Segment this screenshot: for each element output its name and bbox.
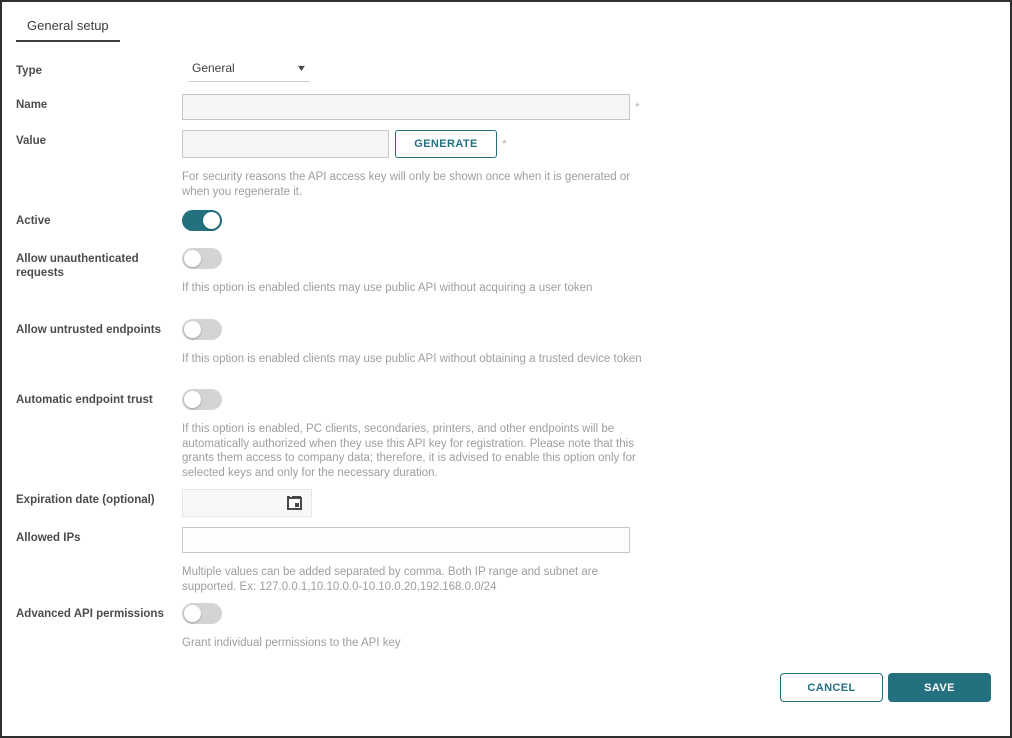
value-label: Value xyxy=(16,135,47,147)
active-toggle[interactable] xyxy=(182,210,222,231)
api-key-form xyxy=(2,57,1010,651)
form-row-type xyxy=(16,57,1010,82)
value-input[interactable] xyxy=(182,130,389,158)
expiration-date-input[interactable] xyxy=(182,489,312,517)
form-row-auto-trust xyxy=(16,386,1010,480)
form-row-expiration xyxy=(16,489,1010,517)
allow-untrusted-label: Allow untrusted endpoints xyxy=(16,323,162,336)
tab-bar xyxy=(2,2,1010,42)
form-row-advanced-permissions xyxy=(16,600,1010,651)
cancel-button[interactable]: CANCEL xyxy=(780,673,883,702)
save-button[interactable]: SAVE xyxy=(888,673,991,702)
type-select-value: General xyxy=(192,61,235,75)
allow-untrusted-toggle[interactable] xyxy=(182,319,222,340)
allowed-ips-help-text: Multiple values can be added separated by comma. Both IP range and subnet are supported. Ex: 127.0.0.1,10.10.0.0-10.10.0.20,192.168.0.0/24 xyxy=(182,566,598,593)
type-select[interactable] xyxy=(188,57,310,82)
type-label: Type xyxy=(16,65,42,77)
advanced-permissions-help-text: Grant individual permissions to the API key xyxy=(182,637,401,649)
allow-unauthenticated-label: Allow unauthenticated requests xyxy=(16,253,139,279)
form-row-allowed-ips xyxy=(16,527,1010,594)
footer-actions xyxy=(780,673,991,702)
allow-unauthenticated-help-text: If this option is enabled clients may use public API without acquiring a user token xyxy=(182,282,593,294)
allow-unauthenticated-toggle[interactable] xyxy=(182,248,222,269)
allowed-ips-input[interactable] xyxy=(182,527,630,553)
required-asterisk: * xyxy=(635,100,640,114)
form-row-active xyxy=(16,207,1010,231)
allow-untrusted-help-text: If this option is enabled clients may use public API without obtaining a trusted device token xyxy=(182,352,642,365)
name-input[interactable] xyxy=(182,94,630,120)
tab-general-setup[interactable]: General setup xyxy=(16,14,120,42)
toggle-knob xyxy=(184,391,201,408)
name-label: Name xyxy=(16,99,48,111)
generate-button[interactable]: GENERATE xyxy=(395,130,497,158)
advanced-permissions-toggle[interactable] xyxy=(182,603,222,624)
toggle-knob xyxy=(184,321,201,338)
toggle-knob xyxy=(184,250,201,267)
form-row-name xyxy=(16,94,1010,120)
active-label: Active xyxy=(16,215,51,227)
form-row-allow-untrusted xyxy=(16,316,1010,367)
advanced-permissions-label: Advanced API permissions xyxy=(16,608,164,620)
required-asterisk: * xyxy=(502,137,507,151)
toggle-knob xyxy=(184,605,201,622)
chevron-down-icon: ▼ xyxy=(295,63,308,73)
expiration-label: Expiration date (optional) xyxy=(16,494,155,506)
allowed-ips-label: Allowed IPs xyxy=(16,532,81,544)
form-row-value xyxy=(16,130,1010,199)
toggle-knob xyxy=(203,212,220,229)
auto-trust-label: Automatic endpoint trust xyxy=(16,394,153,406)
value-help-text: For security reasons the API access key will only be shown once when it is generated or when you regenerate it. xyxy=(182,171,631,198)
auto-trust-toggle[interactable] xyxy=(182,389,222,410)
auto-trust-help-text: If this option is enabled, PC clients, secondaries, printers, and other endpoints will be automatically authorized when they use this API key for registration. Please note that this grants them access to company data; therefore, it is advised to enable this option only for selected keys and only for the necessary duration. xyxy=(182,423,636,479)
form-row-allow-unauthenticated xyxy=(16,245,1010,296)
calendar-icon[interactable] xyxy=(287,496,302,510)
